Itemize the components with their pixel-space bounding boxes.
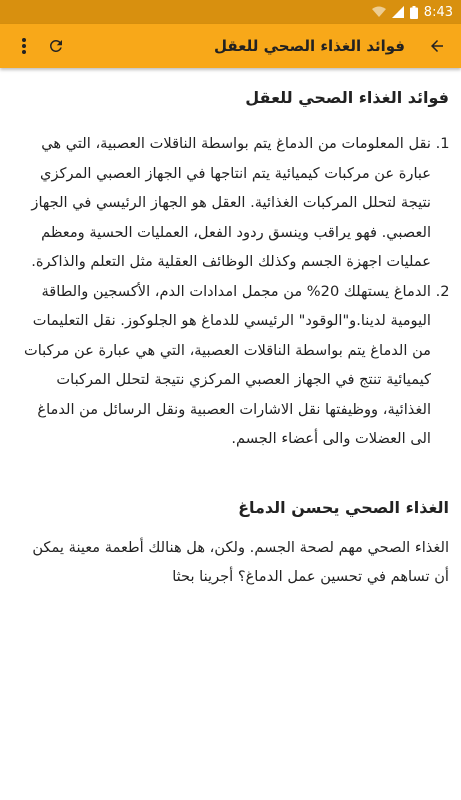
- paragraph: الغذاء الصحي مهم لصحة الجسم. ولكن، هل هنالك أطعمة معينة يمكن أن تساهم في تحسين عمل الدماغ؟ أجرينا بحثا: [32, 538, 449, 585]
- points-list: [18, 129, 449, 454]
- bottom-blank-area: [0, 748, 461, 800]
- article-content[interactable]: [0, 68, 461, 748]
- arrow-back-icon[interactable]: [421, 30, 453, 62]
- battery-icon: [410, 6, 418, 19]
- status-time: 8:43: [423, 4, 453, 20]
- article-heading: فوائد الغذاء الصحي للعقل: [245, 88, 449, 107]
- section-heading: الغذاء الصحي يحسن الدماغ: [238, 497, 449, 517]
- more-vert-icon[interactable]: [8, 30, 40, 62]
- app-title: فوائد الغذاء الصحي للعقل: [214, 37, 405, 55]
- list-item: 1. نقل المعلومات من الدماغ يتم بواسطة الناقلات العصبية، التي هي عبارة عن مركبات كيميائية يتم انتاجها في الجهاز العصبي المركزي نتيجة لتحلل المركبات الغذائية. العقل هو الجهاز الرئيسي في الجهاز العصبي. فهو يراقب وينسق ردود الفعل، العمليات الحسية ومعظم عمليات اجهزة الجسم وكذلك الوظائف العقلية مثل التعلم والذاكرة.: [18, 129, 431, 277]
- wifi-icon: [372, 6, 386, 18]
- cellular-signal-icon: [392, 6, 404, 18]
- refresh-icon[interactable]: [40, 30, 72, 62]
- status-bar: [0, 0, 461, 24]
- list-item: 2. الدماغ يستهلك 20% من مجمل امدادات الدم، الأكسجين والطاقة اليومية لدينا.و"الوقود" الرئيسي للدماغ هو الجلوكوز. نقل التعليمات من الدماغ يتم بواسطة الناقلات العصبية، التي هي عبارة عن مركبات كيميائية تنتج في الجهاز العصبي المركزي نتيجة لتحلل المركبات الغذائية، ووظيفتها نقل الاشارات العصبية ونقل الرسائل من الدماغ الى العضلات والى أعضاء الجسم.: [18, 277, 431, 454]
- app-bar: [0, 24, 461, 68]
